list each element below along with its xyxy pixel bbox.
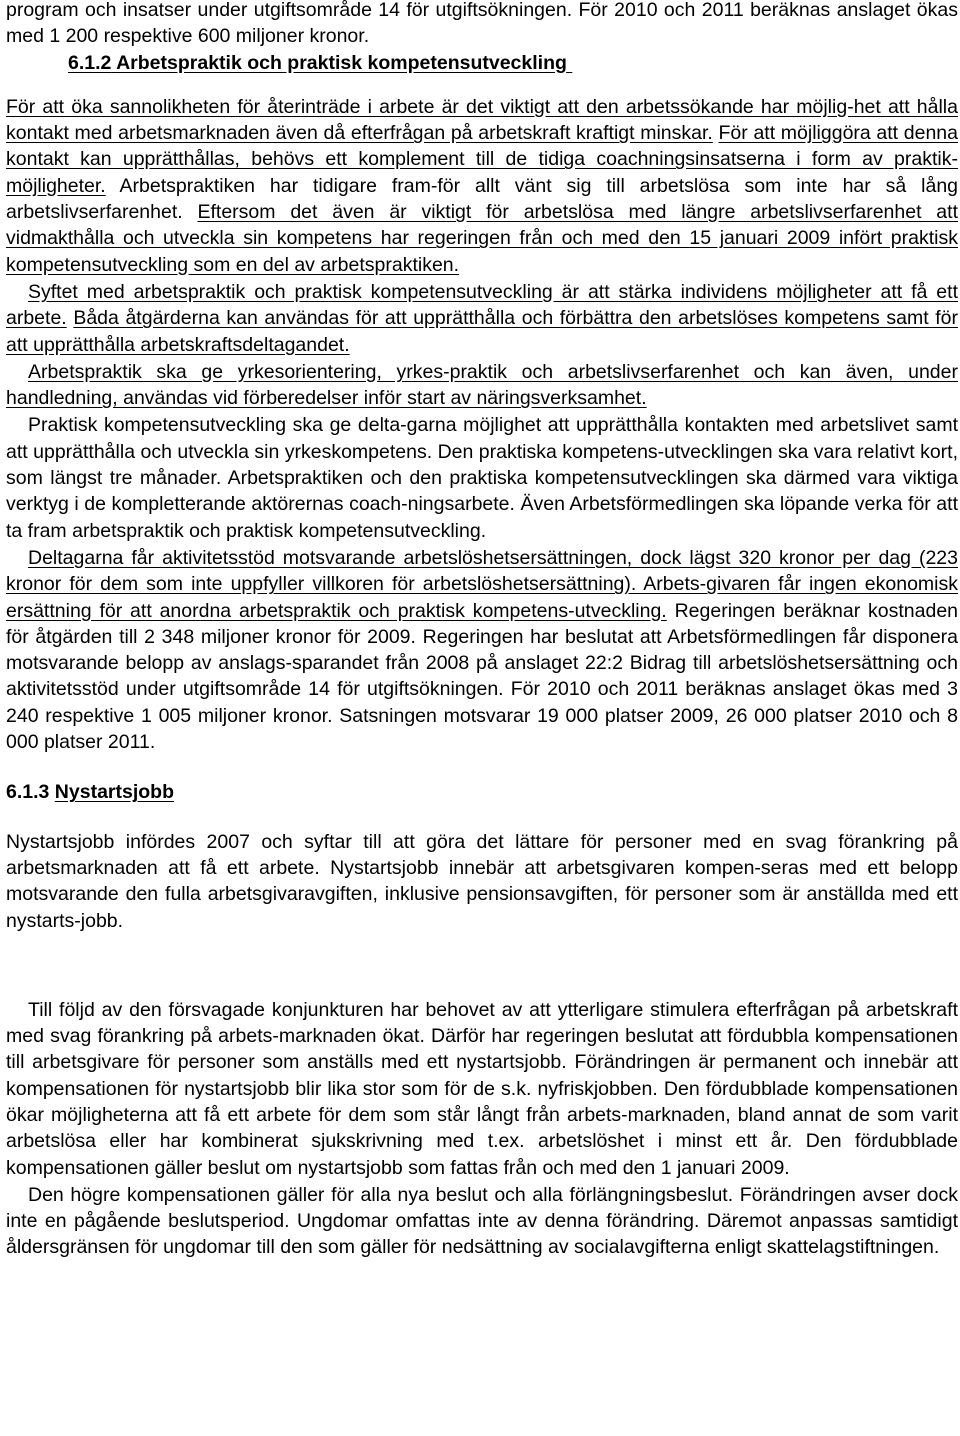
text-span: För att öka sannolikheten för återinträde i arbete är det viktigt att den arbetssökande har möjlig-het att hålla kontakt med arbetsmarknaden även då efterfrågan på arbetskraft kraftigt minskar. (6, 95, 958, 145)
text-span: För att möjliggöra att denna kontakt kan upprätthållas, behövs ett komplement till de tidiga coachningsinsatserna i form av praktik-möjligheter. (6, 122, 958, 197)
text-span: Deltagarna får aktivitetsstöd motsvarande arbetslöshetsersättningen, dock lägst 320 kronor per dag (223 kronor för dem som inte uppfyller villkoren för arbetslöshetsersättning). Arbets-givaren får ingen ekonomisk ersättning för att anordna arbetspraktik och praktisk kompetens-utveckling. (6, 546, 958, 622)
section-title: Nystartsjobb (54, 781, 174, 804)
paragraph: Den högre kompensationen gäller för alla nya beslut och alla förlängningsbeslut. Förändringen avser dock inte en pågående beslutsperiod. Ungdomar omfattas inte av denna förändring. Däremot anpassas samtidigt åldersgränsen för ungdomar till den som gäller för nedsättning av socialavgifterna enligt skattelagstiftningen. (6, 1183, 958, 1259)
paragraph (6, 279, 958, 358)
section-number: 6.1.2 (68, 51, 112, 74)
paragraph (6, 545, 958, 755)
text-span: Båda åtgärderna kan användas för att upprätthålla och förbättra den arbetslöses kompetens samt för att upprätthålla arbetskraftsdeltagandet. (6, 307, 959, 356)
text-span: Arbetspraktik ska ge yrkesorientering, yrkes-praktik och arbetslivserfarenhet och kan även, under handledning, användas vid förberedelser inför start av näringsverksamhet. (6, 360, 958, 410)
text-span: Regeringen beräknar kostnaden för åtgärden till 2 348 miljoner kronor för 2009. Regeringen har beslutat att Arbetsförmedlingen får disponera motsvarande belopp av anslags-sparandet från 2008 på anslaget 22:2 Bidrag till arbetslöshetsersättning och aktivitetsstöd under utgiftsområde 14 för utgiftsökningen. För 2010 och 2011 beräknas anslaget ökas med 3 240 respektive 1 005 miljoner kronor. Satsningen motsvarar 19 000 platser 2009, 26 000 platser 2010 och 8 000 platser 2011. (6, 599, 959, 754)
section-title: Arbetspraktik och praktisk kompetensutveckling (116, 51, 567, 74)
text-span: Arbetspraktiken har tidigare fram-för allt vänt sig till arbetslösa som inte har så lång arbetslivserfarenhet. (6, 174, 959, 224)
text-span: Praktisk kompetensutveckling ska ge delta-garna möjlighet att upprätthålla kontakten med arbetslivet samt att upprätthålla och utveckla sin yrkeskompetens. Den praktiska kompetens-utvecklingen ska vara relativt kort, som längst tre månader. Arbetspraktiken och den praktiska kompetensutvecklingen ska därmed vara viktiga verktyg i de kompletterande aktörernas coach-ningsarbete. Även Arbetsförmedlingen ska löpande verka för att ta fram arbetspraktik och praktisk kompetensutveckling. (6, 414, 958, 542)
paragraph: Nystartsjobb infördes 2007 och syftar till att göra det lättare för personer med en svag förankring på arbetsmarknaden att få ett arbete. Nystartsjobb innebär att arbetsgivaren kompen-seras med ett belopp motsvarande den fulla arbetsgivaravgiften, inklusive pensionsavgiften, för personer som är anställda med ett nystarts-jobb. (6, 830, 958, 932)
paragraph (6, 94, 958, 278)
paragraph (6, 359, 958, 412)
text-span: Eftersom det även är viktigt för arbetslösa med längre arbetslivserfarenhet att vidmakthålla och utveckla sin kompetens har regeringen från och med den 15 januari 2009 infört praktisk kompetensutveckling som en del av arbetspraktiken. (6, 201, 958, 276)
paragraph: Till följd av den försvagade konjunkturen har behovet av att ytterligare stimulera efterfrågan på arbetskraft med svag förankring på arbets-marknaden ökat. Därför har regeringen beslutat att fördubbla kompensationen till arbetsgivare för personer som anställs med ett nystartsjobb. Förändringen är permanent och innebär att kompensationen för nystartsjobb blir lika stor som för de s.k. nyfriskjobben. Den fördubblade kompensationen ökar möjligheterna att få ett arbete för dem som står långt från arbets-marknaden, bland annat de som varit arbetslösa eller har kombinerat sjukskrivning med t.ex. arbetslöshet i minst ett år. Den fördubblade kompensationen gäller beslut om nystartsjobb som fattas från och med den 1 januari 2009. (6, 998, 958, 1179)
section-heading-6-1-2 (6, 50, 958, 76)
section-number: 6.1.3 (6, 781, 50, 804)
paragraph (6, 412, 958, 543)
intro-paragraph: program och insatser under utgiftsområde 14 för utgiftsökningen. För 2010 och 2011 beräknas anslaget ökas med 1 200 respektive 600 miljoner kronor. (6, 0, 958, 48)
section-heading-6-1-3 (6, 779, 958, 805)
text-span: Syftet med arbetspraktik och praktisk kompetensutveckling är att stärka individens möjligheter att få ett arbete. (6, 280, 958, 330)
